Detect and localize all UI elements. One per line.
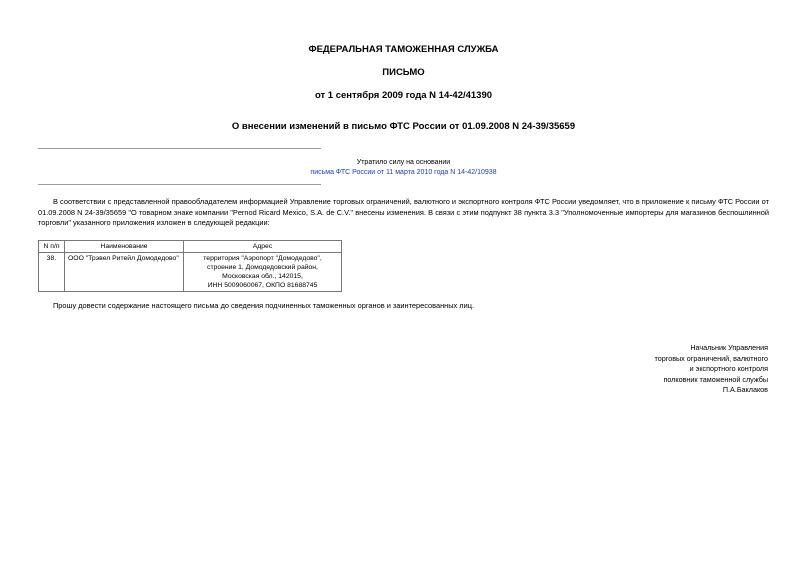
address-line: Московская обл., 142015,	[222, 273, 303, 280]
address-line: территория "Аэропорт "Домодедово",	[203, 255, 322, 262]
status-link[interactable]: письма ФТС России от 11 марта 2010 года N 14-42/10938	[310, 169, 497, 176]
address-line: строение 1, Домодедовский район,	[207, 264, 318, 271]
signature-line: торговых ограничений, валютного	[654, 353, 768, 363]
document-date-number: от 1 сентября 2009 года N 14-42/41390	[314, 90, 493, 101]
cell-number: 38.	[39, 253, 65, 292]
address-line: ИНН 5009060067, ОКПО 81688745	[207, 282, 318, 289]
column-header-name: Наименование	[65, 241, 184, 253]
document-subject: О внесении изменений в письмо ФТС России от 01.09.2008 N 24-39/35659	[231, 121, 576, 132]
signature-line: Начальник Управления	[690, 343, 768, 352]
signature-line: полковник таможенной службы	[663, 374, 768, 384]
column-header-number: N п/п	[39, 241, 65, 253]
divider-top	[38, 148, 321, 149]
cell-address	[184, 253, 342, 292]
body-paragraph-2: Прошу довести содержание настоящего письма до сведения подчиненных таможенных органов и заинтересованных лиц.	[53, 301, 475, 310]
body-paragraph-1: В соответствии с представленной правообладателем информацией Управление торговых ограничений, валютного и экспортного контроля ФТС России уведомляет, что в приложение к письму ФТС России от 01.09.2008 N 24-39/35659 "О товарном знаке компании "Pernod Ricard Mexico, S.A. de C.V." внесены изменения. В связи с этим подпункт 38 пункта 3.3 "Уполномоченные импортеры для магазинов беспошлинной торговли" указанного приложения изложен в следующей редакции:	[38, 197, 769, 227]
signature-line: и экспортного контроля	[689, 364, 768, 374]
table-header-row	[39, 241, 342, 253]
divider-bottom	[38, 184, 321, 185]
importers-table	[38, 240, 342, 292]
status-note: Утратило силу на основании	[356, 159, 451, 166]
document-type: ПИСЬМО	[382, 67, 425, 78]
column-header-address: Адрес	[184, 241, 342, 253]
signature-block	[655, 343, 768, 396]
agency-title: ФЕДЕРАЛЬНАЯ ТАМОЖЕННАЯ СЛУЖБА	[308, 44, 499, 55]
cell-name: ООО "Трэвел Ритейл Домодедово"	[65, 253, 184, 292]
table-row	[39, 253, 342, 292]
signature-name: П.А.Баклаков	[722, 385, 768, 395]
